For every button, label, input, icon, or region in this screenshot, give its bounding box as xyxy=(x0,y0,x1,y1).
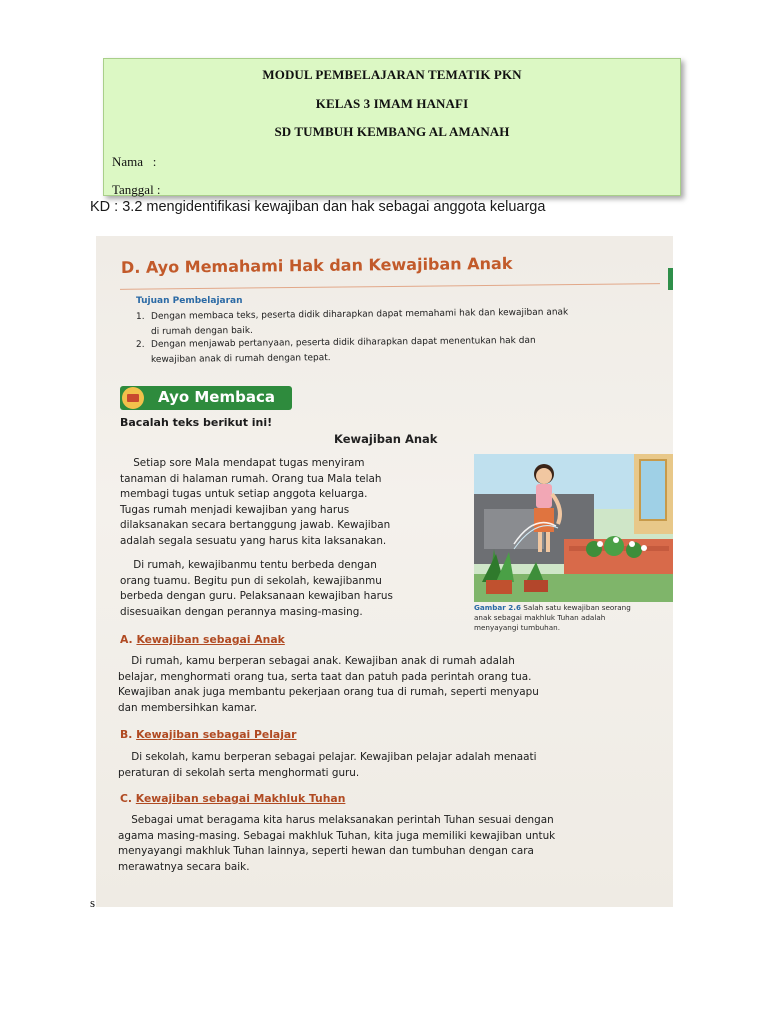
text-line: dan membersihkan kamar. xyxy=(118,701,258,714)
text-line: adalah segala sesuatu yang harus kita laksanakan. xyxy=(120,534,387,547)
text-line: menyayangi makhluk Tuhan lainnya, seperti hewan dan tumbuhan dengan cara xyxy=(118,845,534,857)
text-line: peraturan di sekolah serta menghormati guru. xyxy=(118,766,360,779)
text-line: tanaman di halaman rumah. Orang tua Mala telah xyxy=(120,472,382,485)
objective-number: 2. xyxy=(135,339,145,350)
kd-statement: KD : 3.2 mengidentifikasi kewajiban dan hak sebagai anggota keluarga xyxy=(90,199,546,215)
objective-1 xyxy=(136,307,568,322)
objectives-heading: Tujuan Pembelajaran xyxy=(136,296,243,306)
stray-character: s xyxy=(90,895,96,910)
caption-figure-number: Gambar 2.6 xyxy=(474,603,522,612)
caption-text: anak sebagai makhluk Tuhan adalah xyxy=(474,613,606,622)
objective-text: Dengan menjawab pertanyaan, peserta didik diharapkan dapat menentukan hak dan xyxy=(150,335,536,350)
text-line: orang tuamu. Begitu pun di sekolah, kewajibanmu xyxy=(120,574,382,587)
subsection-b-heading xyxy=(120,728,297,741)
objective-2 xyxy=(136,336,536,350)
caption-text: menyayangi tumbuhan. xyxy=(474,623,560,632)
text-line: Di rumah, kamu berperan sebagai anak. Kewajiban anak di rumah adalah xyxy=(118,655,515,667)
module-header-box xyxy=(103,58,681,196)
book-icon xyxy=(122,387,144,409)
objective-text: Dengan membaca teks, peserta didik diharapkan dapat memahami hak dan kewajiban anak xyxy=(150,307,569,322)
text-line: dilaksanakan secara bertanggung jawab. Kewajiban xyxy=(120,519,391,531)
text-line: merawatnya secara baik. xyxy=(118,860,250,873)
ayo-membaca-badge xyxy=(120,386,292,410)
badge-label: Ayo Membaca xyxy=(158,388,275,406)
story-title: Kewajiban Anak xyxy=(334,432,438,446)
subsection-a-heading xyxy=(120,633,285,646)
objective-number: 1. xyxy=(135,311,145,322)
text-line: Di rumah, kewajibanmu tentu berbeda dengan xyxy=(120,559,377,571)
objective-2-cont: kewajiban anak di rumah dengan tepat. xyxy=(150,353,331,365)
module-title: MODUL PEMBELAJARAN TEMATIK PKN xyxy=(262,67,522,82)
text-line: agama masing-masing. Sebagai makhluk Tuhan, kita juga memiliki kewajiban untuk xyxy=(118,829,556,842)
illustration-caption xyxy=(474,603,631,633)
subsection-a-text xyxy=(118,654,673,716)
page-edge-tab xyxy=(668,268,673,290)
girl-watering-plants-illustration xyxy=(474,454,673,602)
subsection-title: Kewajiban sebagai Makhluk Tuhan xyxy=(135,792,346,805)
date-label: Tanggal : xyxy=(112,182,161,197)
text-line: Kewajiban anak juga membantu pekerjaan orang tua di rumah, seperti menyapu xyxy=(118,686,539,698)
read-instruction: Bacalah teks berikut ini! xyxy=(120,416,273,429)
textbook-photo xyxy=(96,236,673,907)
text-line: membagi tugas untuk setiap anggota keluarga. xyxy=(120,488,368,500)
name-label: Nama : xyxy=(112,154,157,169)
school-name: SD TUMBUH KEMBANG AL AMANAH xyxy=(274,124,510,139)
subsection-c-heading xyxy=(120,792,345,805)
text-line: Sebagai umat beragama kita harus melaksanakan perintah Tuhan sesuai dengan xyxy=(118,814,554,826)
text-line: Setiap sore Mala mendapat tugas menyiram xyxy=(120,457,365,469)
class-line: KELAS 3 IMAM HANAFI xyxy=(315,96,469,111)
section-title: D. Ayo Memahami Hak dan Kewajiban Anak xyxy=(120,253,513,277)
subsection-title: Kewajiban sebagai Anak xyxy=(136,633,285,646)
text-line: Tugas rumah menjadi kewajiban yang harus xyxy=(120,503,350,516)
caption-text: Salah satu kewajiban seorang xyxy=(521,603,631,612)
subsection-c-text xyxy=(118,813,673,875)
text-line: Di sekolah, kamu berperan sebagai pelajar. Kewajiban pelajar adalah menaati xyxy=(118,751,537,763)
title-rule xyxy=(120,283,660,290)
subsection-letter: B. xyxy=(120,728,133,741)
subsection-letter: A. xyxy=(120,633,133,646)
story-paragraph-2 xyxy=(120,558,458,620)
text-line: berbeda dengan guru. Pelaksanaan kewajiban harus xyxy=(120,590,393,602)
text-line: belajar, menghormati orang tua, serta taat dan patuh pada perintah orang tua. xyxy=(118,670,532,683)
subsection-b-text xyxy=(118,750,673,781)
subsection-letter: C. xyxy=(120,792,133,805)
subsection-title: Kewajiban sebagai Pelajar xyxy=(136,728,297,741)
text-line: disesuaikan dengan perannya masing-masing. xyxy=(120,605,363,618)
objective-1-cont: di rumah dengan baik. xyxy=(150,325,253,337)
story-paragraph-1 xyxy=(120,456,458,549)
